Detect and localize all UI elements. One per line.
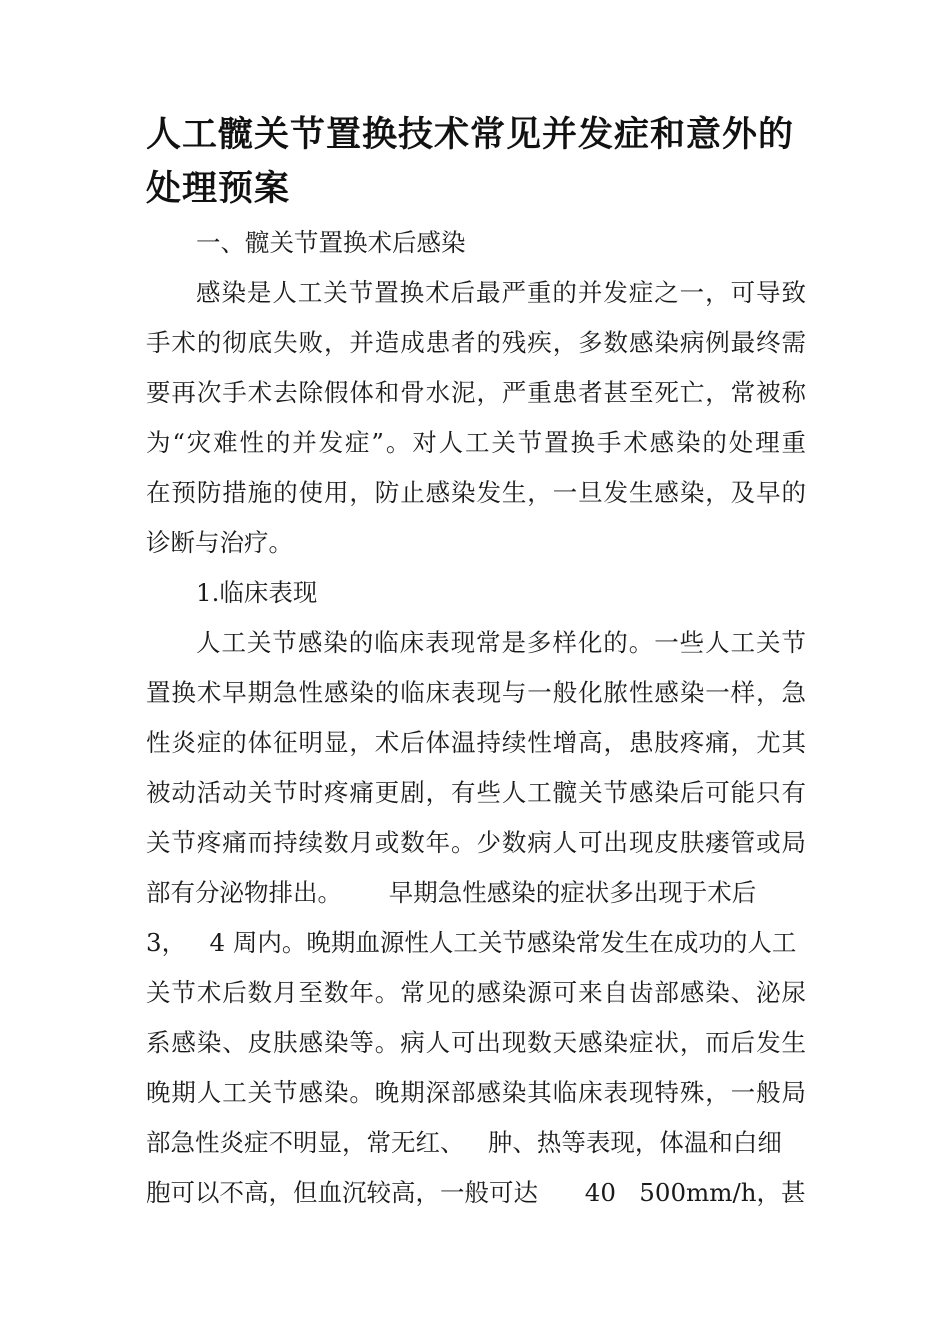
body-text-line: 人工关节感染的临床表现常是多样化的。一些人工关节 <box>196 628 806 657</box>
body-text-line: 部急性炎症不明显，常无红、 肿、热等表现，体温和白细 <box>146 1128 782 1157</box>
body-text-line: 1.临床表现 <box>196 578 318 607</box>
document-title <box>146 108 826 216</box>
body-text-line: 关节术后数月至数年。常见的感染源可来自齿部感染、泌尿 <box>146 978 806 1007</box>
body-text-line: 性炎症的体征明显，术后体温持续性增高，患肢疼痛，尤其 <box>146 728 806 757</box>
body-text-line: 一、髋关节置换术后感染 <box>196 228 466 257</box>
body-text-line: 感染是人工关节置换术后最严重的并发症之一，可导致 <box>196 278 806 307</box>
body-text-line: 在预防措施的使用，防止感染发生，一旦发生感染，及早的 <box>146 478 806 507</box>
body-text-line: 要再次手术去除假体和骨水泥，严重患者甚至死亡，常被称 <box>146 378 806 407</box>
body-text-line: 诊断与治疗。 <box>146 528 293 557</box>
title-line-2: 处理预案 <box>146 169 291 209</box>
body-text-line: 为“灾难性的并发症”。对人工关节置换手术感染的处理重 <box>146 428 806 457</box>
body-text-line: 3， 4 周内。晚期血源性人工关节感染常发生在成功的人工 <box>146 928 797 957</box>
body-text-line: 被动活动关节时疼痛更剧，有些人工髋关节感染后可能只有 <box>146 778 806 807</box>
body-text-line: 置换术早期急性感染的临床表现与一般化脓性感染一样，急 <box>146 678 806 707</box>
body-text-line: 晚期人工关节感染。晚期深部感染其临床表现特殊，一般局 <box>146 1078 806 1107</box>
body-text-line: 部有分泌物排出。 早期急性感染的症状多出现于术后 <box>146 878 757 907</box>
body-text-line: 系感染、皮肤感染等。病人可出现数天感染症状，而后发生 <box>146 1028 806 1057</box>
body-text-line: 关节疼痛而持续数月或数年。少数病人可出现皮肤瘘管或局 <box>146 828 806 857</box>
body-text-line: 胞可以不高，但血沉较高，一般可达 40 500mm/h，甚 <box>146 1178 806 1207</box>
title-line-1: 人工髋关节置换技术常见并发症和意外的 <box>146 115 795 155</box>
body-text-line: 手术的彻底失败，并造成患者的残疾，多数感染病例最终需 <box>146 328 806 357</box>
